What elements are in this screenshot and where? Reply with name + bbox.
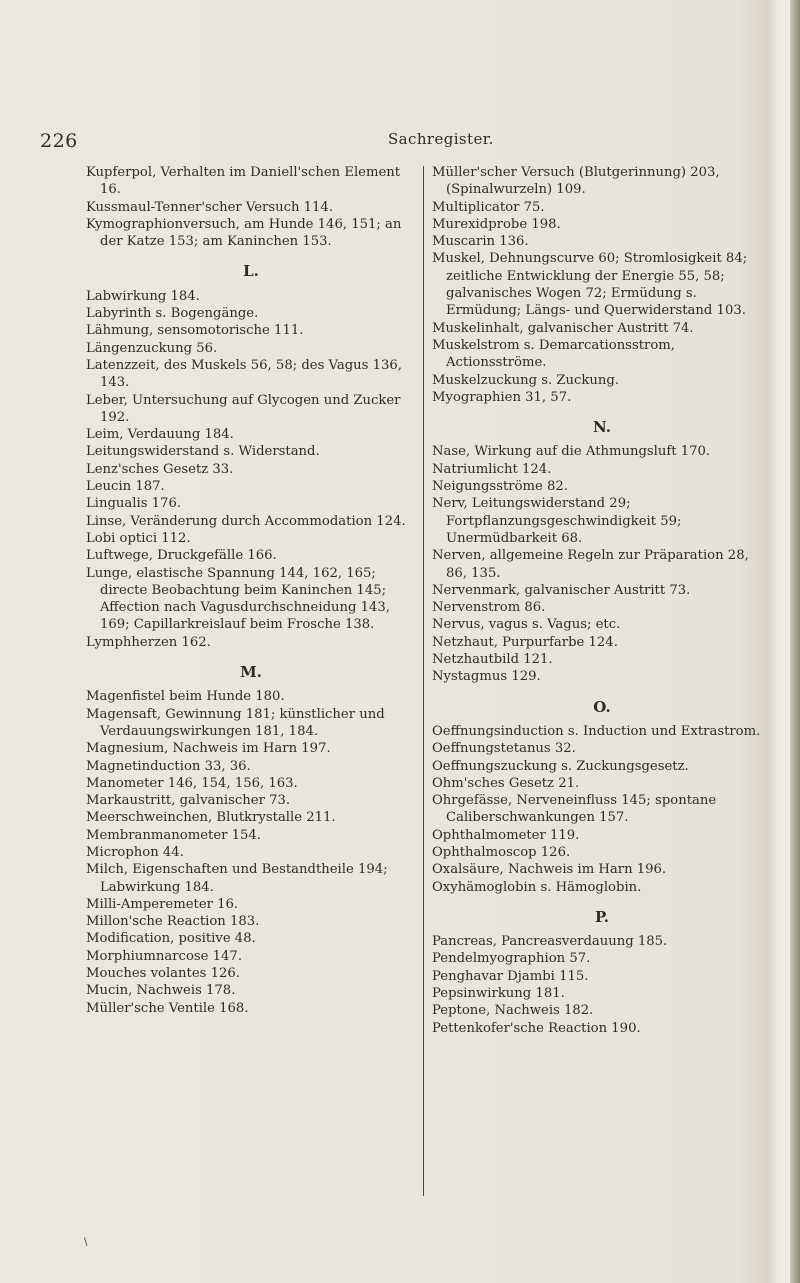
index-entry: Mucin, Nachweis 178.	[86, 983, 236, 999]
index-entry: Peptone, Nachweis 182.	[432, 1003, 594, 1019]
index-entry: Morphiumnarcose 147.	[86, 948, 243, 964]
section-letter: L.	[243, 262, 259, 281]
index-entry: Magenfistel beim Hunde 180.	[86, 689, 285, 705]
index-entry: Penghavar Djambi 115.	[432, 968, 589, 984]
index-entry: Nervenstrom 86.	[432, 600, 546, 616]
index-entry: Leucin 187.	[86, 479, 165, 495]
index-entry: Nervus, vagus s. Vagus; etc.	[432, 617, 621, 633]
index-entry: Markaustritt, galvanischer 73.	[86, 793, 291, 809]
index-entry: Neigungsströme 82.	[432, 479, 568, 495]
index-entry: Leber, Untersuchung auf Glycogen und Zucker 192.	[86, 392, 401, 425]
page-number: 226	[40, 130, 78, 152]
index-entry: Nervenmark, galvanischer Austritt 73.	[432, 582, 691, 598]
index-entry: Kymographionversuch, am Hunde 146, 151; an der Katze 153; am Kaninchen 153.	[86, 216, 402, 250]
index-entry: Lymphherzen 162.	[86, 634, 211, 650]
index-entry: Manometer 146, 154, 156, 163.	[86, 775, 298, 791]
index-entry: Magnesium, Nachweis im Harn 197.	[86, 741, 331, 757]
index-entry: Ophthalmoscop 126.	[432, 844, 571, 860]
index-entry: Membranmanometer 154.	[86, 827, 261, 843]
index-entry: Myographien 31, 57.	[432, 389, 572, 405]
index-entry: Lunge, elastische Spannung 144, 162, 165; directe Beobachtung beim Kaninchen 145; Affection nach Vagusdurchschneidung 143, 169; Capillarkreislauf beim Frosche 138.	[86, 565, 391, 633]
index-entry: Netzhaut, Purpurfarbe 124.	[432, 634, 618, 650]
index-entry: Meerschweinchen, Blutkrystalle 211.	[86, 810, 336, 826]
index-entry: Nystagmus 129.	[432, 669, 541, 685]
index-entry: Kupferpol, Verhalten im Daniell'schen Element 16.	[86, 165, 401, 198]
stray-mark: \	[84, 1237, 88, 1248]
index-entry: Längenzuckung 56.	[86, 340, 218, 356]
index-entry: Labwirkung 184.	[86, 288, 200, 304]
index-entry: Ohrgefässe, Nerveneinfluss 145; spontane Caliberschwankungen 157.	[432, 793, 717, 826]
index-entry: Muskelzuckung s. Zuckung.	[432, 372, 620, 388]
index-entry: Pancreas, Pancreasverdauung 185.	[432, 934, 668, 950]
page-edge-shadow	[790, 0, 800, 1283]
index-column-right	[432, 164, 772, 1037]
index-entry: Labyrinth s. Bogengänge.	[86, 306, 259, 322]
index-entry: Muskelstrom s. Demarcationsstrom, Actionsströme.	[432, 337, 675, 371]
section-letter: O.	[593, 697, 611, 716]
index-entry: Linse, Veränderung durch Accommodation 124.	[86, 513, 406, 529]
index-entry: Oxyhämoglobin s. Hämoglobin.	[432, 879, 642, 895]
running-head: Sachregister.	[388, 130, 494, 148]
section-letter: P.	[594, 907, 610, 926]
index-entry: Leitungswiderstand s. Widerstand.	[86, 444, 320, 460]
index-entry: Modification, positive 48.	[86, 931, 256, 947]
index-entry: Milch, Eigenschaften und Bestandtheile 194; Labwirkung 184.	[86, 862, 388, 895]
index-entry: Leim, Verdauung 184.	[86, 427, 234, 443]
index-entry: Natriumlicht 124.	[432, 461, 552, 477]
index-entry: Nerven, allgemeine Regeln zur Präparation 28, 86, 135.	[432, 548, 749, 581]
index-entry: Multiplicator 75.	[432, 199, 545, 215]
index-entry: Nerv, Leitungswiderstand 29; Fortpflanzungsgeschwindigkeit 59; Unermüdbarkeit 68.	[432, 496, 682, 546]
index-entry: Murexidprobe 198.	[432, 216, 561, 232]
index-entry: Lenz'sches Gesetz 33.	[86, 461, 234, 477]
index-entry: Oeffnungsinduction s. Induction und Extrastrom.	[432, 723, 761, 739]
index-entry: Muskelinhalt, galvanischer Austritt 74.	[432, 320, 694, 336]
index-entry: Magensaft, Gewinnung 181; künstlicher und Verdauungswirkungen 181, 184.	[86, 706, 385, 739]
index-entry: Netzhautbild 121.	[432, 652, 553, 668]
index-entry: Millon'sche Reaction 183.	[86, 914, 260, 930]
index-entry: Mouches volantes 126.	[86, 966, 240, 982]
section-letter: M.	[240, 663, 262, 682]
index-entry: Kussmaul-Tenner'scher Versuch 114.	[86, 199, 334, 215]
index-entry: Müller'scher Versuch (Blutgerinnung) 203, (Spinalwurzeln) 109.	[432, 165, 720, 198]
index-entry: Luftwege, Druckgefälle 166.	[86, 548, 277, 564]
index-entry: Latenzzeit, des Muskels 56, 58; des Vagus 136, 143.	[86, 357, 402, 391]
index-entry: Lähmung, sensomotorische 111.	[86, 323, 304, 339]
column-divider	[423, 166, 424, 1196]
section-letter: N.	[593, 418, 611, 437]
index-entry: Ophthalmometer 119.	[432, 827, 580, 843]
index-entry: Oxalsäure, Nachweis im Harn 196.	[432, 862, 667, 878]
index-entry: Muskel, Dehnungscurve 60; Stromlosigkeit 84; zeitliche Entwicklung der Energie 55, 58; galvanisches Wogen 72; Ermüdung s. Ermüdung; Längs- und Querwiderstand 103.	[432, 251, 748, 319]
index-entry: Oeffnungszuckung s. Zuckungsgesetz.	[432, 758, 689, 774]
index-entry: Oeffnungstetanus 32.	[432, 741, 576, 757]
index-entry: Nase, Wirkung auf die Athmungsluft 170.	[432, 444, 711, 460]
index-entry: Microphon 44.	[86, 844, 184, 860]
index-entry: Magnetinduction 33, 36.	[86, 758, 251, 774]
index-entry: Milli-Amperemeter 16.	[86, 896, 239, 912]
index-entry: Pettenkofer'sche Reaction 190.	[432, 1020, 641, 1036]
index-entry: Lobi optici 112.	[86, 530, 191, 546]
index-column-left	[86, 164, 416, 1017]
index-entry: Ohm'sches Gesetz 21.	[432, 775, 580, 791]
index-entry: Muscarin 136.	[432, 234, 529, 250]
index-entry: Lingualis 176.	[86, 496, 182, 512]
index-entry: Pepsinwirkung 181.	[432, 986, 565, 1002]
index-entry: Müller'sche Ventile 168.	[86, 1000, 249, 1016]
index-entry: Pendelmyographion 57.	[432, 951, 591, 967]
